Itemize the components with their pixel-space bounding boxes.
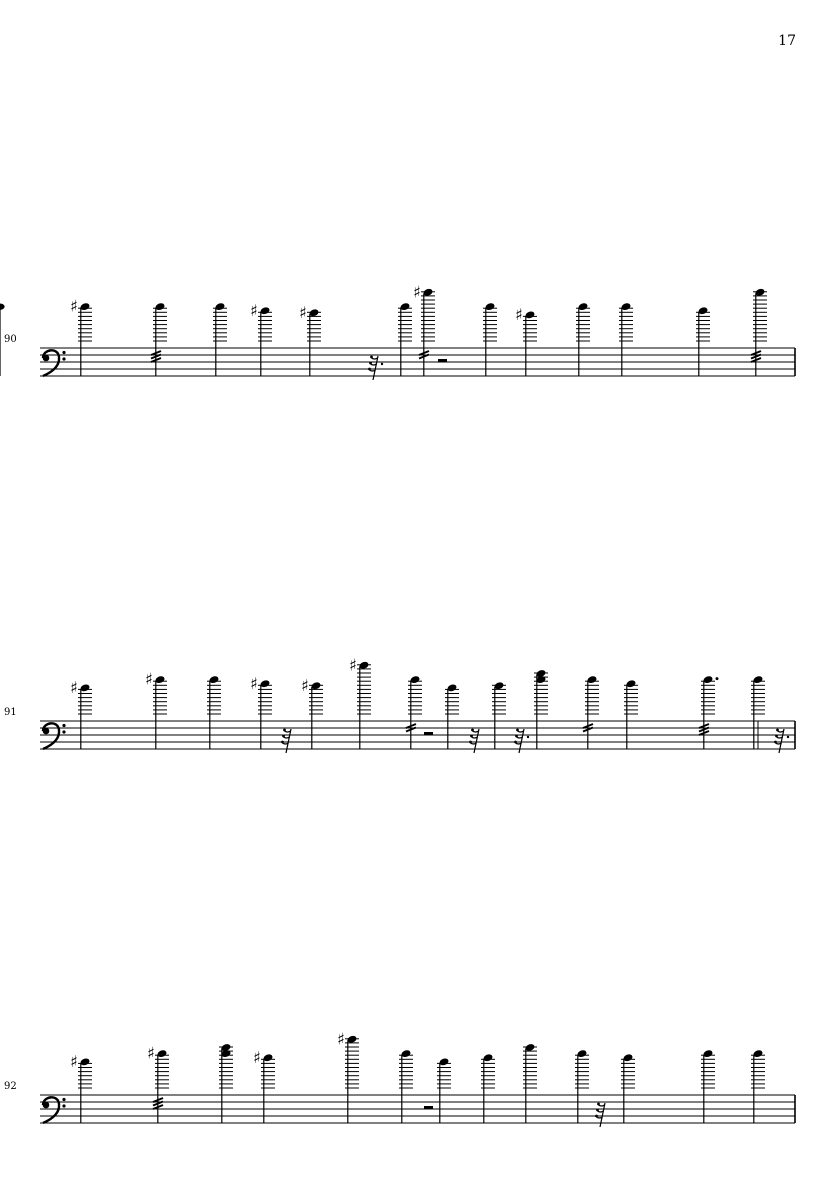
rest-dot	[787, 736, 789, 738]
rest-flag-dot	[596, 1109, 599, 1112]
rest-flag-dot	[470, 735, 473, 738]
sharp-accidental: ♯	[413, 282, 421, 302]
half-rest	[424, 1106, 433, 1110]
rest-dot	[381, 363, 383, 365]
sharp-accidental: ♯	[145, 669, 153, 689]
rest-flag	[371, 364, 377, 365]
half-rest	[424, 732, 433, 736]
measure-number: 92	[4, 1081, 17, 1092]
sharp-accidental: ♯	[253, 1047, 261, 1067]
sharp-accidental: ♯	[250, 300, 258, 320]
bass-clef-head	[43, 728, 50, 735]
rest-flag	[599, 1105, 605, 1106]
rest-flag-dot	[516, 729, 519, 732]
rest-flag-dot	[595, 1115, 598, 1118]
rest-flag	[518, 731, 524, 732]
rest-flag	[517, 737, 523, 738]
augmentation-dot	[716, 677, 719, 680]
bass-clef-dot	[62, 1104, 65, 1107]
bass-clef-dot	[62, 730, 65, 733]
rest-flag-dot	[471, 729, 474, 732]
rest-flag-dot	[281, 741, 284, 744]
bass-clef-curve	[43, 1097, 59, 1123]
bass-clef-dot	[62, 357, 65, 360]
rest-flag	[776, 743, 782, 744]
half-rest	[438, 359, 447, 363]
rest-flag	[777, 737, 783, 738]
rest-flag-dot	[368, 368, 371, 371]
rest-flag	[598, 1111, 604, 1112]
rest-flag	[473, 731, 479, 732]
rest-flag-dot	[776, 729, 779, 732]
sharp-accidental: ♯	[337, 1029, 345, 1049]
rest-flag	[285, 731, 291, 732]
rest-flag-dot	[283, 729, 286, 732]
sharp-accidental: ♯	[70, 1051, 78, 1071]
rest-flag	[597, 1117, 603, 1118]
rest-flag-dot	[469, 741, 472, 744]
bass-clef-curve	[43, 350, 59, 376]
sharp-accidental: ♯	[70, 296, 78, 316]
rest-flag-dot	[514, 741, 517, 744]
rest-flag-dot	[370, 356, 373, 359]
sharp-accidental: ♯	[349, 655, 357, 675]
page-number: 17	[778, 33, 796, 49]
bass-clef-head	[43, 1102, 50, 1109]
rest-flag	[472, 737, 478, 738]
rest-flag-dot	[774, 741, 777, 744]
rest-flag-dot	[515, 735, 518, 738]
sharp-accidental: ♯	[250, 673, 258, 693]
sharp-accidental: ♯	[515, 304, 523, 324]
bass-clef-dot	[62, 724, 65, 727]
sharp-accidental: ♯	[70, 677, 78, 697]
rest-flag	[372, 358, 378, 359]
bass-clef-head	[43, 355, 50, 362]
staff-system	[0, 282, 795, 380]
rest-flag	[370, 370, 376, 371]
staff-system	[40, 1029, 795, 1127]
rest-flag	[516, 743, 522, 744]
sharp-accidental: ♯	[299, 302, 307, 322]
bass-clef-curve	[43, 723, 59, 749]
rest-flag	[284, 737, 290, 738]
rest-flag	[283, 743, 289, 744]
sharp-accidental: ♯	[301, 675, 309, 695]
rest-flag	[471, 743, 477, 744]
bass-clef-dot	[62, 1098, 65, 1101]
rest-flag-dot	[369, 362, 372, 365]
measure-number: 91	[4, 707, 17, 718]
staff-system	[40, 655, 795, 753]
measure-number: 90	[4, 334, 17, 345]
notehead	[0, 303, 5, 309]
rest-flag	[778, 731, 784, 732]
rest-flag-dot	[597, 1103, 600, 1106]
bass-clef-dot	[62, 351, 65, 354]
sharp-accidental: ♯	[147, 1043, 155, 1063]
rest-dot	[527, 736, 529, 738]
rest-flag-dot	[775, 735, 778, 738]
rest-flag-dot	[282, 735, 285, 738]
